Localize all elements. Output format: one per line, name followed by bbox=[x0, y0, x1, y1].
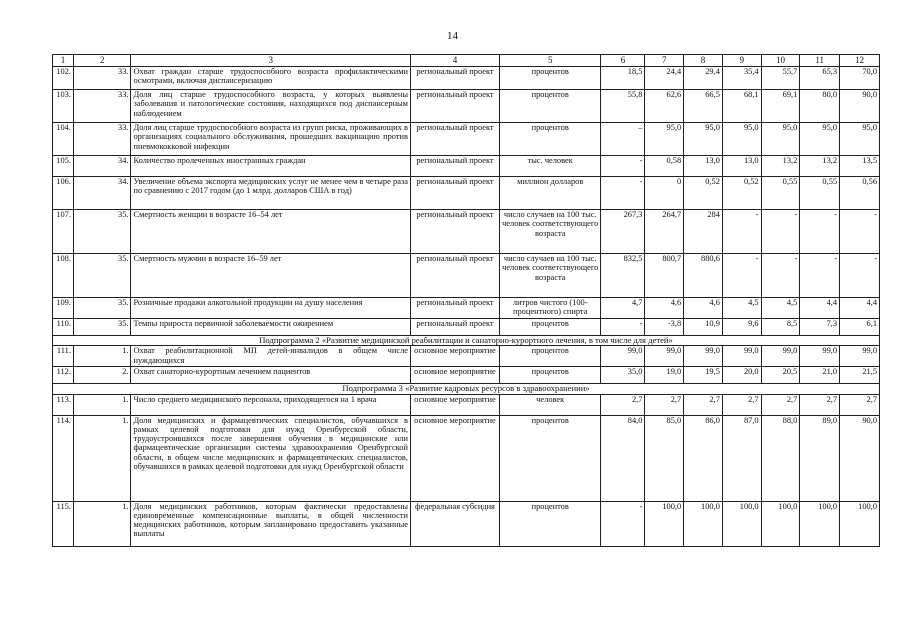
indicator-type: региональный проект bbox=[410, 210, 499, 254]
indicator-index: 35. bbox=[73, 319, 131, 336]
subprogram-title: Подпрограмма 3 «Развитие кадровых ресурсов в здравоохранении» bbox=[53, 384, 880, 394]
row-number: 107. bbox=[53, 210, 74, 254]
value-cell: 70,0 bbox=[840, 67, 880, 90]
value-cell: 2,7 bbox=[840, 394, 880, 415]
value-cell: 4,5 bbox=[761, 298, 800, 319]
indicator-type: региональный проект bbox=[410, 298, 499, 319]
table-row bbox=[53, 156, 880, 177]
indicator-name: Количество пролеченных иностранных граждан bbox=[131, 156, 411, 177]
indicator-index: 33. bbox=[73, 67, 131, 90]
value-cell: 90,0 bbox=[840, 415, 880, 501]
indicator-name: Доля лиц старше трудоспособного возраста, у которых выявлены заболевания и патологические состояния, находящихся под диспансерным наблюдением bbox=[131, 90, 411, 123]
value-cell: 7,3 bbox=[800, 319, 840, 336]
value-cell: 55,8 bbox=[601, 90, 645, 123]
indicator-index: 33. bbox=[73, 123, 131, 156]
value-cell: - bbox=[800, 254, 840, 298]
value-cell: 21,5 bbox=[840, 367, 880, 384]
value-cell: 880,6 bbox=[684, 254, 723, 298]
value-cell: 100,0 bbox=[722, 501, 761, 546]
value-cell: 0 bbox=[645, 177, 684, 210]
indicator-type: федеральная субсидия bbox=[410, 501, 499, 546]
value-cell: 13,2 bbox=[761, 156, 800, 177]
unit-of-measure: процентов bbox=[499, 346, 601, 367]
table-row bbox=[53, 501, 880, 546]
indicator-type: региональный проект bbox=[410, 319, 499, 336]
value-cell: 800,7 bbox=[645, 254, 684, 298]
value-cell: 80,0 bbox=[800, 90, 840, 123]
value-cell: 267,3 bbox=[601, 210, 645, 254]
value-cell: 9,6 bbox=[722, 319, 761, 336]
indicator-name: Смертность мужчин в возрасте 16–59 лет bbox=[131, 254, 411, 298]
indicator-name: Смертность женщин в возрасте 16–54 лет bbox=[131, 210, 411, 254]
header-cell: 3 bbox=[131, 55, 411, 67]
header-cell: 5 bbox=[499, 55, 601, 67]
value-cell: 66,5 bbox=[684, 90, 723, 123]
value-cell: - bbox=[722, 210, 761, 254]
value-cell: 99,0 bbox=[840, 346, 880, 367]
value-cell: 99,0 bbox=[800, 346, 840, 367]
value-cell: 0,52 bbox=[722, 177, 761, 210]
subprogram-row bbox=[53, 336, 880, 346]
table-row bbox=[53, 346, 880, 367]
row-number: 105. bbox=[53, 156, 74, 177]
header-cell: 6 bbox=[601, 55, 645, 67]
value-cell: 4,4 bbox=[800, 298, 840, 319]
indicator-index: 34. bbox=[73, 177, 131, 210]
header-cell: 7 bbox=[645, 55, 684, 67]
header-cell: 11 bbox=[800, 55, 840, 67]
indicator-index: 35. bbox=[73, 298, 131, 319]
value-cell: 99,0 bbox=[601, 346, 645, 367]
table-row bbox=[53, 367, 880, 384]
header-cell: 2 bbox=[73, 55, 131, 67]
value-cell: - bbox=[761, 210, 800, 254]
value-cell: 0,56 bbox=[840, 177, 880, 210]
unit-of-measure: процентов bbox=[499, 415, 601, 501]
indicator-name: Число среднего медицинского персонала, приходящегося на 1 врача bbox=[131, 394, 411, 415]
row-number: 108. bbox=[53, 254, 74, 298]
unit-of-measure: число случаев на 100 тыс. человек соответствующего возраста bbox=[499, 210, 601, 254]
unit-of-measure: тыс. человек bbox=[499, 156, 601, 177]
value-cell: 35,4 bbox=[722, 67, 761, 90]
indicator-name: Темпы прироста первичной заболеваемости ожирением bbox=[131, 319, 411, 336]
value-cell: 95,0 bbox=[684, 123, 723, 156]
table-row bbox=[53, 90, 880, 123]
indicator-type: региональный проект bbox=[410, 67, 499, 90]
value-cell: 2,7 bbox=[761, 394, 800, 415]
value-cell: 13,2 bbox=[800, 156, 840, 177]
indicator-index: 33. bbox=[73, 90, 131, 123]
header-cell: 4 bbox=[410, 55, 499, 67]
unit-of-measure: процентов bbox=[499, 367, 601, 384]
unit-of-measure: миллион долларов bbox=[499, 177, 601, 210]
table-row bbox=[53, 319, 880, 336]
value-cell: 18,5 bbox=[601, 67, 645, 90]
value-cell: 10,9 bbox=[684, 319, 723, 336]
indicator-index: 1. bbox=[73, 501, 131, 546]
value-cell: – bbox=[601, 123, 645, 156]
header-cell: 12 bbox=[840, 55, 880, 67]
value-cell: 100,0 bbox=[645, 501, 684, 546]
subprogram-title: Подпрограмма 2 «Развитие медицинской реабилитации и санаторно-курортного лечения, в том числе для детей» bbox=[53, 336, 880, 346]
table-row bbox=[53, 394, 880, 415]
table-row bbox=[53, 177, 880, 210]
value-cell: - bbox=[601, 177, 645, 210]
unit-of-measure: процентов bbox=[499, 90, 601, 123]
value-cell: 264,7 bbox=[645, 210, 684, 254]
value-cell: 95,0 bbox=[761, 123, 800, 156]
indicator-type: региональный проект bbox=[410, 254, 499, 298]
value-cell: 84,0 bbox=[601, 415, 645, 501]
indicator-index: 1. bbox=[73, 415, 131, 501]
header-cell: 9 bbox=[722, 55, 761, 67]
table-row bbox=[53, 298, 880, 319]
row-number: 112. bbox=[53, 367, 74, 384]
unit-of-measure: число случаев на 100 тыс. человек соответствующего возраста bbox=[499, 254, 601, 298]
table-row bbox=[53, 67, 880, 90]
unit-of-measure: процентов bbox=[499, 501, 601, 546]
indicator-index: 2. bbox=[73, 367, 131, 384]
value-cell: 21,0 bbox=[800, 367, 840, 384]
value-cell: 6,1 bbox=[840, 319, 880, 336]
value-cell: 100,0 bbox=[761, 501, 800, 546]
value-cell: 95,0 bbox=[645, 123, 684, 156]
value-cell: 99,0 bbox=[761, 346, 800, 367]
indicator-index: 34. bbox=[73, 156, 131, 177]
value-cell: 13,5 bbox=[840, 156, 880, 177]
table-row bbox=[53, 210, 880, 254]
indicator-index: 35. bbox=[73, 210, 131, 254]
indicator-name: Доля медицинских и фармацевтических специалистов, обучавшихся в рамках целевой подготовки для нужд Оренбургской области, трудоустроившихся после завершения обучения в медицинские или фармацевтические организации системы здравоохранения Оренбургской области, в общем числе медицинских и фармацевтических специалистов, обучавшихся в рамках целевой подготовки для нужд Оренбургской области bbox=[131, 415, 411, 501]
row-number: 106. bbox=[53, 177, 74, 210]
value-cell: 20,0 bbox=[722, 367, 761, 384]
indicators-table bbox=[52, 54, 880, 547]
table-row bbox=[53, 254, 880, 298]
value-cell: 100,0 bbox=[840, 501, 880, 546]
value-cell: 100,0 bbox=[800, 501, 840, 546]
value-cell: - bbox=[840, 254, 880, 298]
row-number: 109. bbox=[53, 298, 74, 319]
value-cell: 95,0 bbox=[840, 123, 880, 156]
value-cell: 13,0 bbox=[722, 156, 761, 177]
value-cell: 24,4 bbox=[645, 67, 684, 90]
value-cell: 2,7 bbox=[645, 394, 684, 415]
value-cell: 100,0 bbox=[684, 501, 723, 546]
row-number: 114. bbox=[53, 415, 74, 501]
value-cell: 19,0 bbox=[645, 367, 684, 384]
value-cell: - bbox=[601, 319, 645, 336]
page-number: 14 bbox=[447, 30, 458, 42]
value-cell: 2,7 bbox=[722, 394, 761, 415]
value-cell: 86,0 bbox=[684, 415, 723, 501]
value-cell: 99,0 bbox=[645, 346, 684, 367]
value-cell: 2,7 bbox=[800, 394, 840, 415]
value-cell: 19,5 bbox=[684, 367, 723, 384]
value-cell: 89,0 bbox=[800, 415, 840, 501]
subprogram-row bbox=[53, 384, 880, 394]
header-cell: 10 bbox=[761, 55, 800, 67]
indicator-name: Доля лиц старше трудоспособного возраста из групп риска, проживающих в организациях социального обслуживания, прошедших вакцинацию против пневмококковой инфекции bbox=[131, 123, 411, 156]
value-cell: 65,3 bbox=[800, 67, 840, 90]
value-cell: 95,0 bbox=[722, 123, 761, 156]
header-cell: 1 bbox=[53, 55, 74, 67]
row-number: 110. bbox=[53, 319, 74, 336]
value-cell: - bbox=[840, 210, 880, 254]
row-number: 113. bbox=[53, 394, 74, 415]
row-number: 104. bbox=[53, 123, 74, 156]
indicator-type: основное мероприятие bbox=[410, 415, 499, 501]
indicator-index: 1. bbox=[73, 346, 131, 367]
row-number: 115. bbox=[53, 501, 74, 546]
value-cell: 0,58 bbox=[645, 156, 684, 177]
row-number: 102. bbox=[53, 67, 74, 90]
indicator-type: региональный проект bbox=[410, 156, 499, 177]
indicator-name: Охват реабилитационной МП детей-инвалидов в общем числе нуждающихся bbox=[131, 346, 411, 367]
value-cell: 2,7 bbox=[684, 394, 723, 415]
value-cell: 99,0 bbox=[684, 346, 723, 367]
indicator-type: региональный проект bbox=[410, 123, 499, 156]
indicator-name: Охват граждан старше трудоспособного возраста профилактическими осмотрами, включая диспансеризацию bbox=[131, 67, 411, 90]
indicator-name: Увеличение объема экспорта медицинских услуг не менее чем в четыре раза по сравнению с 2017 годом (до 1 млрд. долларов США в год) bbox=[131, 177, 411, 210]
value-cell: 29,4 bbox=[684, 67, 723, 90]
header-cell: 8 bbox=[684, 55, 723, 67]
value-cell: 88,0 bbox=[761, 415, 800, 501]
indicator-type: региональный проект bbox=[410, 90, 499, 123]
indicator-name: Охват санаторно-курортным лечением пациентов bbox=[131, 367, 411, 384]
value-cell: 4,6 bbox=[684, 298, 723, 319]
value-cell: 87,0 bbox=[722, 415, 761, 501]
indicator-type: основное мероприятие bbox=[410, 346, 499, 367]
value-cell: 90,0 bbox=[840, 90, 880, 123]
value-cell: - bbox=[761, 254, 800, 298]
indicator-type: основное мероприятие bbox=[410, 394, 499, 415]
value-cell: 832,5 bbox=[601, 254, 645, 298]
value-cell: 68,1 bbox=[722, 90, 761, 123]
value-cell: - bbox=[722, 254, 761, 298]
value-cell: 99,0 bbox=[722, 346, 761, 367]
value-cell: 13,0 bbox=[684, 156, 723, 177]
unit-of-measure: процентов bbox=[499, 123, 601, 156]
value-cell: 284 bbox=[684, 210, 723, 254]
indicator-index: 35. bbox=[73, 254, 131, 298]
value-cell: 95,0 bbox=[800, 123, 840, 156]
value-cell: 85,0 bbox=[645, 415, 684, 501]
value-cell: 4,6 bbox=[645, 298, 684, 319]
row-number: 103. bbox=[53, 90, 74, 123]
indicator-index: 1. bbox=[73, 394, 131, 415]
value-cell: - bbox=[601, 501, 645, 546]
row-number: 111. bbox=[53, 346, 74, 367]
value-cell: - bbox=[800, 210, 840, 254]
indicator-name: Доля медицинских работников, которым фактически предоставлены единовременные компенсационные выплаты, в общей численности медицинских работников, которым запланировано предоставить указанные выплаты bbox=[131, 501, 411, 546]
indicator-type: основное мероприятие bbox=[410, 367, 499, 384]
value-cell: 62,6 bbox=[645, 90, 684, 123]
value-cell: -3,8 bbox=[645, 319, 684, 336]
indicator-type: региональный проект bbox=[410, 177, 499, 210]
value-cell: 4,4 bbox=[840, 298, 880, 319]
table-row bbox=[53, 123, 880, 156]
value-cell: 4,5 bbox=[722, 298, 761, 319]
value-cell: 69,1 bbox=[761, 90, 800, 123]
unit-of-measure: процентов bbox=[499, 319, 601, 336]
unit-of-measure: человек bbox=[499, 394, 601, 415]
value-cell: 0,55 bbox=[800, 177, 840, 210]
unit-of-measure: процентов bbox=[499, 67, 601, 90]
value-cell: 4,7 bbox=[601, 298, 645, 319]
value-cell: 0,55 bbox=[761, 177, 800, 210]
value-cell: - bbox=[601, 156, 645, 177]
header-row bbox=[53, 55, 880, 67]
value-cell: 8,5 bbox=[761, 319, 800, 336]
value-cell: 35,0 bbox=[601, 367, 645, 384]
value-cell: 0,52 bbox=[684, 177, 723, 210]
value-cell: 20,5 bbox=[761, 367, 800, 384]
value-cell: 2,7 bbox=[601, 394, 645, 415]
value-cell: 55,7 bbox=[761, 67, 800, 90]
unit-of-measure: литров чистого (100-процентного) спирта bbox=[499, 298, 601, 319]
table-row bbox=[53, 415, 880, 501]
indicator-name: Розничные продажи алкогольной продукции на душу населения bbox=[131, 298, 411, 319]
